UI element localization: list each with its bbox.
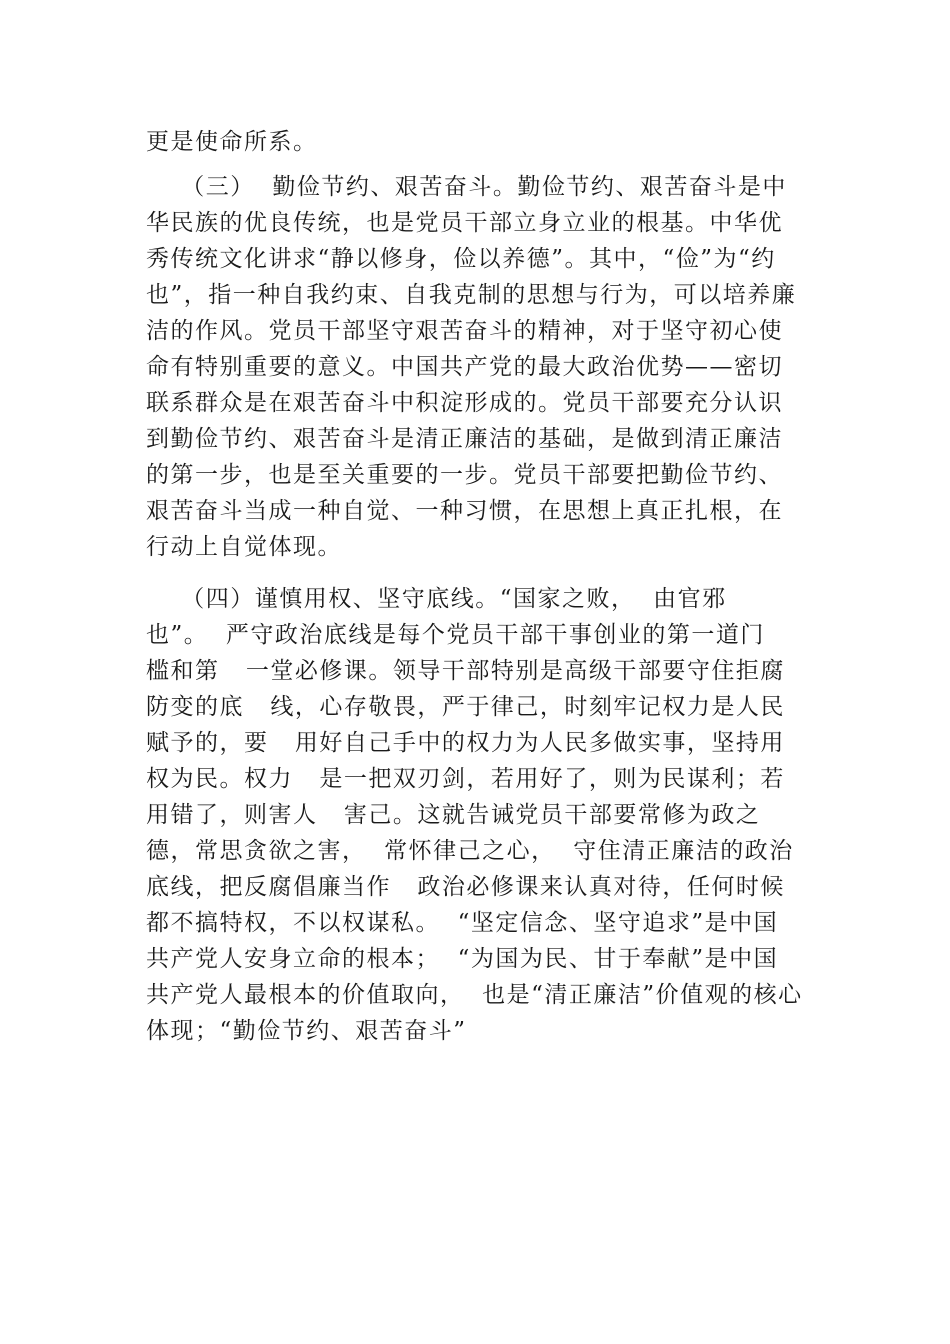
text-line: （四）谨慎用权、坚守底线。“国家之败， 由官邪 [146, 586, 727, 612]
text-line: （三） 勤俭节约、艰苦奋斗。勤俭节约、艰苦奋斗是中 [146, 174, 787, 200]
text-line: 命有特别重要的意义。中国共产党的最大政治优势——密切 [146, 354, 783, 380]
text-line: 赋予的，要 用好自己手中的权力为人民多做实事，坚持用 [146, 730, 785, 756]
text-line: 体现；“勤俭节约、艰苦奋斗” [146, 1018, 467, 1044]
text-line: 德，常思贪欲之害， 常怀律己之心， 守住清正廉洁的政治 [146, 838, 794, 864]
text-line: 共产党人安身立命的根本； “为国为民、甘于奉献”是中国 [146, 946, 779, 972]
text-line: 的第一步，也是至关重要的一步。党员干部要把勤俭节约、 [146, 462, 783, 488]
text-line: 权为民。权力 是一把双刃剑，若用好了，则为民谋利；若 [146, 766, 785, 792]
text-line: 底线，把反腐倡廉当作 政治必修课来认真对待，任何时候 [146, 874, 785, 900]
text-line: 联系群众是在艰苦奋斗中积淀形成的。党员干部要充分认识 [146, 390, 783, 416]
text-line: 华民族的优良传统，也是党员干部立身立业的根基。中华优 [146, 210, 783, 236]
text-line: 都不搞特权，不以权谋私。 “坚定信念、坚守追求”是中国 [146, 910, 779, 936]
text-line: 也”，指一种自我约束、自我克制的思想与行为，可以培养廉 [146, 282, 797, 308]
text-line: 共产党人最根本的价值取向， 也是“清正廉洁”价值观的核心 [146, 982, 803, 1008]
text-line: 秀传统文化讲求“静以修身，俭以养德”。其中，“俭”为“约 [146, 246, 776, 272]
text-line: 槛和第 一堂必修课。领导干部特别是高级干部要守住拒腐 [146, 658, 785, 684]
text-line: 艰苦奋斗当成一种自觉、一种习惯，在思想上真正扎根，在 [146, 498, 783, 524]
text-line: 行动上自觉体现。 [146, 534, 342, 560]
text-line: 到勤俭节约、艰苦奋斗是清正廉洁的基础，是做到清正廉洁 [146, 426, 783, 452]
text-line: 更是使命所系。 [146, 129, 318, 155]
text-line: 防变的底 线，心存敬畏，严于律己，时刻牢记权力是人民 [146, 694, 785, 720]
text-line: 也”。 严守政治底线是每个党员干部干事创业的第一道门 [146, 622, 765, 648]
text-line: 用错了，则害人 害己。这就告诫党员干部要常修为政之 [146, 802, 761, 828]
text-line: 洁的作风。党员干部坚守艰苦奋斗的精神，对于坚守初心使 [146, 318, 783, 344]
